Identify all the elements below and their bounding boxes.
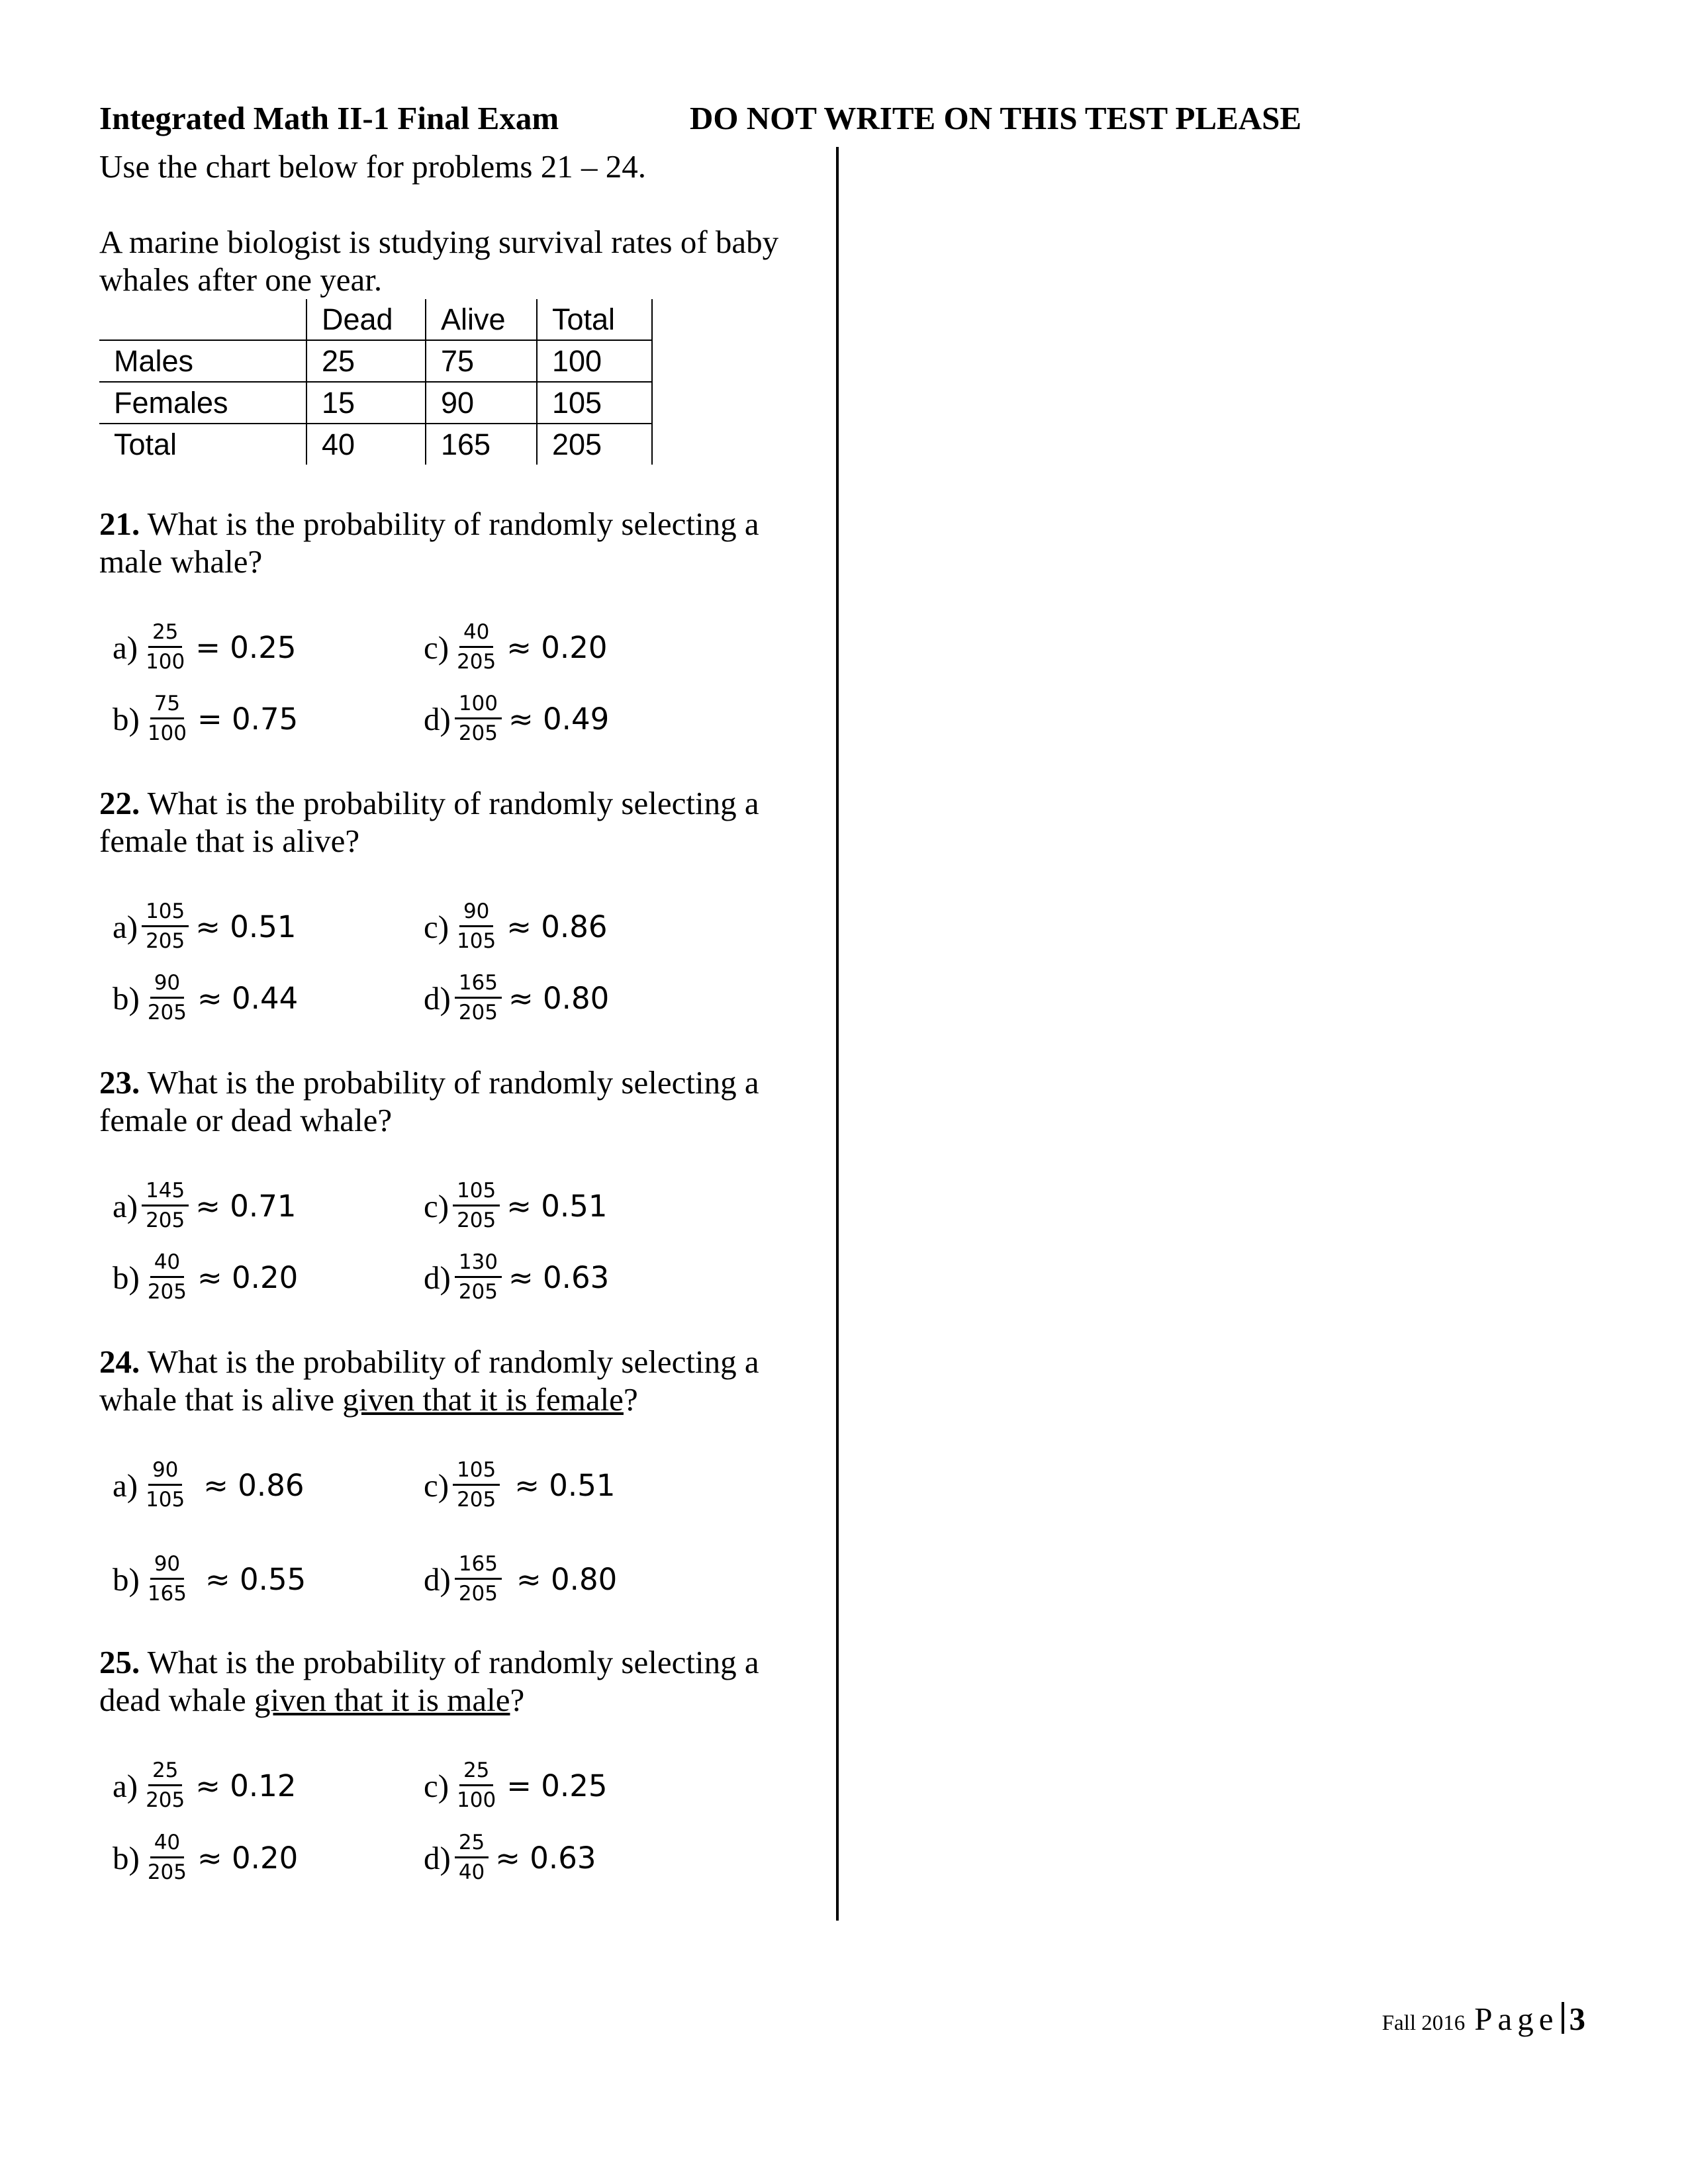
question-21-line-2: male whale?: [99, 543, 263, 580]
table-cell: 165: [426, 424, 537, 465]
q21-option-c[interactable]: [424, 614, 607, 680]
approx-value: ≈ 0.63: [508, 1259, 610, 1295]
denominator: 205: [458, 721, 498, 745]
numerator: 165: [455, 973, 502, 999]
table-cell: Females: [99, 382, 306, 424]
q23-option-a[interactable]: [113, 1173, 296, 1239]
q21-option-a[interactable]: [113, 614, 296, 680]
fraction: [142, 1181, 189, 1231]
fraction: [142, 901, 189, 952]
q24-option-b[interactable]: [113, 1546, 306, 1612]
fraction: [142, 622, 189, 672]
question-text: What is the probability of randomly selecting a: [147, 1064, 759, 1101]
question-23-line-2: female or dead whale?: [99, 1102, 393, 1138]
question-text: dead whale: [99, 1682, 254, 1718]
option-label: d): [424, 1259, 451, 1296]
whale-survival-table: [99, 299, 653, 465]
page-number: 3: [1569, 2001, 1585, 2037]
q25-option-a[interactable]: [113, 1752, 296, 1819]
approx-value: ≈ 0.51: [514, 1467, 616, 1503]
table-cell: Total: [99, 424, 306, 465]
denominator: 205: [146, 1788, 185, 1812]
denominator: 40: [458, 1860, 485, 1884]
denominator: 205: [147, 1280, 187, 1304]
option-label: b): [113, 1839, 140, 1876]
instruction-banner: DO NOT WRITE ON THIS TEST PLEASE: [690, 100, 1302, 136]
option-label: d): [424, 979, 451, 1017]
numerator: 25: [148, 622, 182, 648]
q22-option-d[interactable]: [424, 965, 609, 1031]
fraction: [144, 1554, 191, 1604]
table-cell: Males: [99, 340, 306, 382]
question-number: 24.: [99, 1343, 140, 1380]
table-cell: 40: [306, 424, 426, 465]
option-label: b): [113, 979, 140, 1017]
q22-option-c[interactable]: [424, 893, 607, 960]
approx-value: ≈ 0.44: [197, 980, 299, 1016]
question-25-line-2: [99, 1681, 524, 1719]
denominator: 205: [457, 1488, 496, 1512]
option-label: c): [424, 1767, 449, 1804]
table-cell: 100: [537, 340, 652, 382]
approx-value: ≈ 0.20: [197, 1259, 299, 1295]
numerator: 105: [453, 1460, 500, 1486]
approx-value: ≈ 0.86: [203, 1467, 305, 1503]
option-label: c): [424, 908, 449, 945]
question-number: 21.: [99, 506, 140, 542]
q23-option-c[interactable]: [424, 1173, 607, 1239]
question-mark: ?: [510, 1682, 525, 1718]
option-label: a): [113, 1187, 138, 1224]
denominator: 205: [457, 1208, 496, 1232]
question-23-line-1: [99, 1064, 759, 1101]
table-row: [99, 340, 652, 382]
table-cell: 90: [426, 382, 537, 424]
approx-value: ≈ 0.80: [516, 1561, 618, 1597]
denominator: 100: [146, 650, 185, 674]
question-text: What is the probability of randomly selecting a: [147, 1644, 759, 1680]
option-label: b): [113, 1561, 140, 1598]
option-label: d): [424, 1839, 451, 1876]
option-label: d): [424, 700, 451, 737]
denominator: 100: [147, 721, 187, 745]
footer-page-word: Page: [1474, 2001, 1559, 2037]
approx-value: ≈ 0.55: [205, 1561, 306, 1597]
option-label: c): [424, 1467, 449, 1504]
fraction: [455, 973, 502, 1023]
q25-option-c[interactable]: [424, 1752, 607, 1819]
table-header-cell: Total: [537, 299, 652, 340]
numerator: 25: [455, 1833, 489, 1858]
q22-option-a[interactable]: [113, 893, 296, 960]
table-header-cell: [99, 299, 306, 340]
table-cell: 15: [306, 382, 426, 424]
column-divider: [836, 147, 839, 1921]
fraction: [142, 1760, 189, 1811]
q23-option-d[interactable]: [424, 1244, 609, 1310]
denominator: 205: [147, 1860, 187, 1884]
q25-option-b[interactable]: [113, 1825, 298, 1891]
fraction: [453, 901, 500, 952]
fraction: [455, 1252, 502, 1302]
denominator: 100: [457, 1788, 496, 1812]
fraction: [455, 694, 502, 744]
q21-option-b[interactable]: [113, 686, 298, 752]
approx-value: ≈ 0.80: [508, 980, 610, 1016]
question-24-line-2: [99, 1381, 638, 1418]
denominator: 105: [146, 1488, 185, 1512]
fraction: [453, 1760, 500, 1811]
q23-option-b[interactable]: [113, 1244, 298, 1310]
question-22-line-2: female that is alive?: [99, 823, 360, 859]
numerator: 90: [150, 1554, 184, 1580]
fraction: [453, 622, 500, 672]
option-label: d): [424, 1561, 451, 1598]
question-text: What is the probability of randomly selecting a: [147, 506, 759, 542]
numerator: 105: [453, 1181, 500, 1206]
fraction: [455, 1833, 489, 1883]
table-header-row: [99, 299, 652, 340]
fraction: [453, 1460, 500, 1510]
approx-value: ≈ 0.49: [508, 701, 610, 737]
numerator: 25: [148, 1760, 182, 1786]
denominator: 165: [147, 1582, 187, 1606]
option-label: a): [113, 1767, 138, 1804]
table-row: [99, 382, 652, 424]
numerator: 90: [150, 973, 184, 999]
approx-value: ≈ 0.86: [506, 909, 608, 944]
exam-title: Integrated Math II-1 Final Exam: [99, 100, 559, 136]
option-label: b): [113, 700, 140, 737]
table-cell: 105: [537, 382, 652, 424]
approx-value: ≈ 0.71: [195, 1188, 297, 1224]
option-label: a): [113, 908, 138, 945]
underlined-condition: given that it is female: [342, 1381, 624, 1418]
denominator: 205: [458, 1280, 498, 1304]
question-text: What is the probability of randomly selecting a: [147, 785, 759, 821]
chart-instruction: Use the chart below for problems 21 – 24.: [99, 148, 646, 185]
scenario-line-1: A marine biologist is studying survival rates of baby: [99, 224, 779, 260]
question-25-line-1: [99, 1643, 759, 1681]
fraction: [142, 1460, 189, 1510]
numerator: 105: [142, 901, 189, 927]
q24-option-a[interactable]: [113, 1452, 304, 1518]
page-footer: [1382, 2000, 1585, 2038]
table-cell: 25: [306, 340, 426, 382]
table-cell: 205: [537, 424, 652, 465]
question-mark: ?: [623, 1381, 638, 1418]
question-text: What is the probability of randomly selecting a: [147, 1343, 759, 1380]
fraction: [453, 1181, 500, 1231]
fraction: [455, 1554, 502, 1604]
fraction: [144, 1833, 191, 1883]
fraction: [144, 694, 191, 744]
numerator: 145: [142, 1181, 189, 1206]
approx-value: ≈ 0.20: [197, 1840, 299, 1876]
fraction: [144, 973, 191, 1023]
option-label: c): [424, 1187, 449, 1224]
question-number: 23.: [99, 1064, 140, 1101]
question-22-line-1: [99, 784, 759, 822]
table-cell: 75: [426, 340, 537, 382]
numerator: 40: [150, 1252, 184, 1278]
q24-option-d[interactable]: [424, 1546, 617, 1612]
approx-value: ≈ 0.51: [506, 1188, 608, 1224]
approx-value: ≈ 0.63: [495, 1840, 596, 1876]
approx-value: ≈ 0.20: [506, 629, 608, 665]
denominator: 205: [458, 1001, 498, 1024]
numerator: 100: [455, 694, 502, 719]
fraction: [144, 1252, 191, 1302]
footer-term: Fall 2016: [1382, 2011, 1466, 2035]
approx-value: = 0.25: [506, 1768, 608, 1803]
approx-value: ≈ 0.12: [195, 1768, 297, 1803]
denominator: 205: [147, 1001, 187, 1024]
q21-option-d[interactable]: [424, 686, 609, 752]
denominator: 205: [146, 929, 185, 953]
numerator: 90: [459, 901, 493, 927]
option-label: b): [113, 1259, 140, 1296]
table-row: [99, 424, 652, 465]
question-number: 22.: [99, 785, 140, 821]
option-label: c): [424, 629, 449, 666]
denominator: 205: [458, 1582, 498, 1606]
numerator: 130: [455, 1252, 502, 1278]
numerator: 165: [455, 1554, 502, 1580]
denominator: 105: [457, 929, 496, 953]
table-header-cell: Dead: [306, 299, 426, 340]
footer-separator: [1562, 2002, 1564, 2034]
question-number: 25.: [99, 1644, 140, 1680]
option-label: a): [113, 1467, 138, 1504]
underlined-condition: given that it is male: [254, 1682, 510, 1718]
denominator: 205: [457, 650, 496, 674]
numerator: 40: [150, 1833, 184, 1858]
numerator: 75: [150, 694, 184, 719]
q25-option-d[interactable]: [424, 1825, 596, 1891]
numerator: 40: [459, 622, 493, 648]
approx-value: = 0.75: [197, 701, 299, 737]
q22-option-b[interactable]: [113, 965, 298, 1031]
question-21-line-1: [99, 505, 759, 543]
q24-option-c[interactable]: [424, 1452, 615, 1518]
table-header-cell: Alive: [426, 299, 537, 340]
numerator: 90: [148, 1460, 182, 1486]
question-24-line-1: [99, 1343, 759, 1381]
numerator: 25: [459, 1760, 493, 1786]
option-label: a): [113, 629, 138, 666]
denominator: 205: [146, 1208, 185, 1232]
scenario-line-2: whales after one year.: [99, 261, 383, 298]
question-text: whale that is alive: [99, 1381, 343, 1418]
approx-value: ≈ 0.51: [195, 909, 297, 944]
approx-value: = 0.25: [195, 629, 297, 665]
